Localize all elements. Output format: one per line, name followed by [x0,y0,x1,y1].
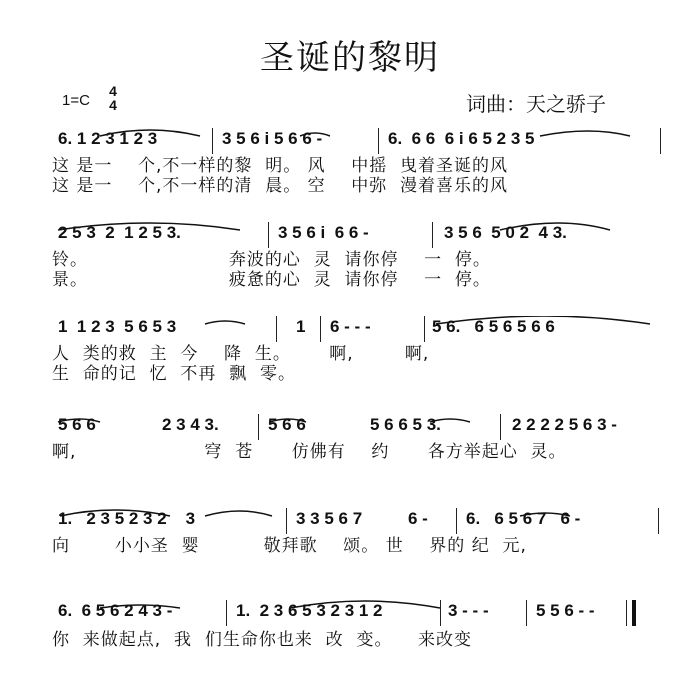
bar-line [526,600,527,626]
notation-line [0,414,700,442]
lyric-line [0,156,700,176]
notation-line [0,128,700,156]
bar-line [660,128,661,154]
time-signature-top: 4 [109,83,117,99]
lyric-text: 景。 疲惫的心 灵 请你停 一 停。 [52,270,491,290]
lyric-line [0,250,700,270]
lyric-line [0,344,700,364]
song-title: 圣诞的黎明 [260,38,440,78]
notation-segment: 3 5 6 i 5 6 6 - [222,129,323,148]
bar-line [440,600,441,626]
bar-line [456,508,457,534]
bar-line [320,316,321,342]
notation-segment: 1. 2 3 6 5 3 2 3 1 2 [236,601,383,620]
notation-line [0,600,700,628]
final-bar-line [632,600,636,626]
bar-line [378,128,379,154]
lyric-line [0,364,700,384]
notation-segment: 5 6 6 5 3. [370,415,441,434]
bar-line [424,316,425,342]
lyric-text: 人 类的救 主 今 降 生。 啊, 啊, [52,344,430,364]
bar-line [226,600,227,626]
lyric-text: 啊, 穹 苍 仿佛有 约 各方举起心 灵。 [52,442,567,462]
time-signature [106,84,120,112]
lyric-text: 你 来做起点, 我 们生命你也来 改 变。 来改变 [52,630,473,650]
notation-segment: 6 - [408,509,428,528]
notation-segment: 5 6 6 [268,415,306,434]
bar-line [658,508,659,534]
lyric-line [0,442,700,462]
bar-line [626,600,627,626]
notation-segment: 6. 1 2 3 1 2 3 [58,129,158,148]
time-signature-bottom: 4 [109,97,117,113]
bar-line [276,316,277,342]
lyric-text: 铃。 奔波的心 灵 请你停 一 停。 [52,250,491,270]
lyric-line [0,630,700,650]
notation-segment: 1 1 2 3 5 6 5 3 [58,317,177,336]
notation-segment: 5 5 6 - - [536,601,595,620]
bar-line [258,414,259,440]
notation-segment: 2 2 2 2 5 6 3 - [512,415,617,434]
notation-segment: 2 3 4 3. [162,415,219,434]
bar-line [500,414,501,440]
notation-segment: 3 - - - [448,601,489,620]
notation-line [0,508,700,536]
notation-segment: 5 6. 6 5 6 5 6 6 [432,317,555,336]
lyric-text: 这 是一 个,不一样的清 晨。 空 中弥 漫着喜乐的风 [52,176,509,196]
bar-line [432,222,433,248]
lyric-line [0,270,700,290]
notation-line [0,316,700,344]
notation-segment: 6. 6 5 6 2 4 3 - [58,601,173,620]
notation-segment: 6 - - - [330,317,371,336]
bar-line [268,222,269,248]
notation-segment: 2 5 3 2 1 2 5 3. [58,223,181,242]
notation-segment: 6. 6 6 6 i 6 5 2 3 5 [388,129,535,148]
lyric-text: 生 命的记 忆 不再 飘 零。 [52,364,297,384]
lyric-line [0,176,700,196]
notation-line [0,222,700,250]
notation-segment: 5 6 6 [58,415,96,434]
notation-segment: 3 5 6 i 6 6 - [278,223,369,242]
lyric-line [0,536,700,556]
notation-segment: 1. 2 3 5 2 3 2 3 [58,509,196,528]
bar-line [286,508,287,534]
notation-segment: 3 3 5 6 7 [296,509,363,528]
notation-segment: 1 [296,317,306,336]
lyric-text: 向 小小圣 婴 敬拜歌 颂。 世 界的 纪 元, [52,536,527,556]
bar-line [212,128,213,154]
key-signature: 1=C [62,92,90,109]
lyric-text: 这 是一 个,不一样的黎 明。 风 中摇 曳着圣诞的风 [52,156,509,176]
notation-segment: 3 5 6 5 0 2 4 3. [444,223,567,242]
notation-segment: 6. 6 5 6 7 6 - [466,509,581,528]
credit: 词曲：天之骄子 [466,92,606,116]
